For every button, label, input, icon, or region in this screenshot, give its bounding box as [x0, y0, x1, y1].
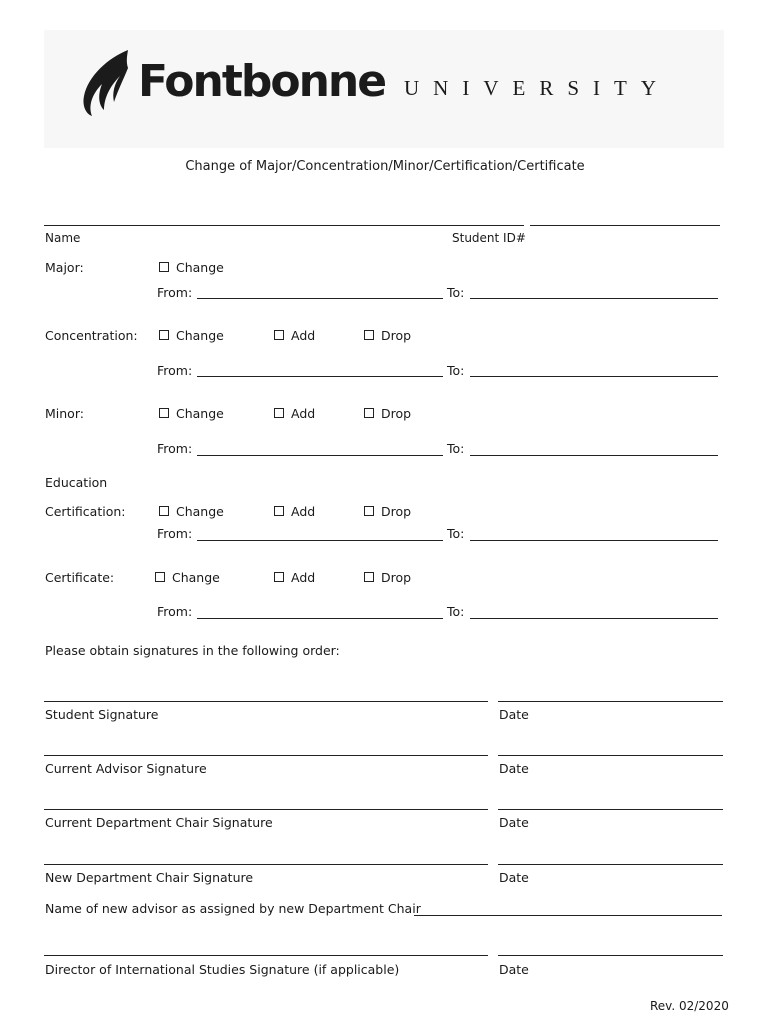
minor-add-checkbox[interactable]	[274, 408, 284, 418]
new-chair-signature-line[interactable]	[44, 864, 488, 865]
certificate-change-label: Change	[172, 570, 220, 585]
certification-add-checkbox[interactable]	[274, 506, 284, 516]
major-change-label: Change	[176, 260, 224, 275]
student-id-label: Student ID#	[452, 231, 526, 245]
new-chair-date-line[interactable]	[498, 864, 723, 865]
new-advisor-label: Name of new advisor as assigned by new Department Chair	[45, 901, 421, 916]
concentration-add-label: Add	[291, 328, 316, 343]
brand-wordmark: Fontbonne	[138, 56, 386, 107]
certificate-add-checkbox[interactable]	[274, 572, 284, 582]
certificate-drop-label: Drop	[381, 570, 412, 585]
concentration-label: Concentration:	[45, 328, 138, 343]
certification-drop-checkbox[interactable]	[364, 506, 374, 516]
certification-add-label: Add	[291, 504, 316, 519]
minor-from-label: From:	[157, 441, 193, 456]
certification-to-field[interactable]	[470, 540, 718, 541]
brand-university: UNIVERSITY	[404, 76, 670, 100]
certification-drop-label: Drop	[381, 504, 412, 519]
minor-from-field[interactable]	[197, 455, 443, 456]
advisor-signature-line[interactable]	[44, 755, 488, 756]
concentration-change-label: Change	[176, 328, 224, 343]
certificate-to-label: To:	[447, 604, 465, 619]
concentration-drop-checkbox[interactable]	[364, 330, 374, 340]
student-signature-label: Student Signature	[45, 707, 159, 722]
minor-add-label: Add	[291, 406, 316, 421]
new-advisor-field[interactable]	[414, 915, 722, 916]
minor-change-label: Change	[176, 406, 224, 421]
certification-change-checkbox[interactable]	[159, 506, 169, 516]
certification-to-label: To:	[447, 526, 465, 541]
major-to-label: To:	[447, 285, 465, 300]
major-label: Major:	[45, 260, 84, 275]
student-date-label: Date	[499, 707, 529, 722]
certificate-drop-checkbox[interactable]	[364, 572, 374, 582]
international-date-line[interactable]	[498, 955, 723, 956]
minor-drop-checkbox[interactable]	[364, 408, 374, 418]
concentration-from-label: From:	[157, 363, 193, 378]
concentration-to-field[interactable]	[470, 376, 718, 377]
new-chair-date-label: Date	[499, 870, 529, 885]
minor-to-label: To:	[447, 441, 465, 456]
concentration-to-label: To:	[447, 363, 465, 378]
certificate-label: Certificate:	[45, 570, 115, 585]
revision-label: Rev. 02/2020	[650, 999, 729, 1013]
chair-date-label: Date	[499, 815, 529, 830]
chair-signature-line[interactable]	[44, 809, 488, 810]
flame-logo-icon	[78, 48, 134, 118]
advisor-signature-label: Current Advisor Signature	[45, 761, 207, 776]
certificate-change-checkbox[interactable]	[155, 572, 165, 582]
chair-date-line[interactable]	[498, 809, 723, 810]
international-signature-line[interactable]	[44, 955, 488, 956]
education-label: Education	[45, 475, 108, 490]
advisor-date-line[interactable]	[498, 755, 723, 756]
student-date-line[interactable]	[498, 701, 723, 702]
signature-instruction: Please obtain signatures in the following order:	[45, 643, 340, 658]
form-title: Change of Major/Concentration/Minor/Certification/Certificate	[185, 159, 585, 174]
certificate-add-label: Add	[291, 570, 316, 585]
chair-signature-label: Current Department Chair Signature	[45, 815, 273, 830]
certification-from-label: From:	[157, 526, 193, 541]
certification-from-field[interactable]	[197, 540, 443, 541]
certificate-from-field[interactable]	[197, 618, 443, 619]
minor-drop-label: Drop	[381, 406, 412, 421]
concentration-change-checkbox[interactable]	[159, 330, 169, 340]
name-label: Name	[45, 231, 81, 245]
advisor-date-label: Date	[499, 761, 529, 776]
minor-change-checkbox[interactable]	[159, 408, 169, 418]
student-id-field-line[interactable]	[530, 225, 720, 226]
major-from-label: From:	[157, 285, 193, 300]
student-signature-line[interactable]	[44, 701, 488, 702]
certificate-from-label: From:	[157, 604, 193, 619]
major-from-field[interactable]	[197, 298, 443, 299]
major-change-checkbox[interactable]	[159, 262, 169, 272]
concentration-drop-label: Drop	[381, 328, 412, 343]
certificate-to-field[interactable]	[470, 618, 718, 619]
international-signature-label: Director of International Studies Signature (if applicable)	[45, 962, 400, 977]
new-chair-signature-label: New Department Chair Signature	[45, 870, 254, 885]
concentration-add-checkbox[interactable]	[274, 330, 284, 340]
certification-change-label: Change	[176, 504, 224, 519]
minor-to-field[interactable]	[470, 455, 718, 456]
international-date-label: Date	[499, 962, 529, 977]
certification-label: Certification:	[45, 504, 126, 519]
major-to-field[interactable]	[470, 298, 718, 299]
name-field-line[interactable]	[44, 225, 524, 226]
concentration-from-field[interactable]	[197, 376, 443, 377]
minor-label: Minor:	[45, 406, 84, 421]
